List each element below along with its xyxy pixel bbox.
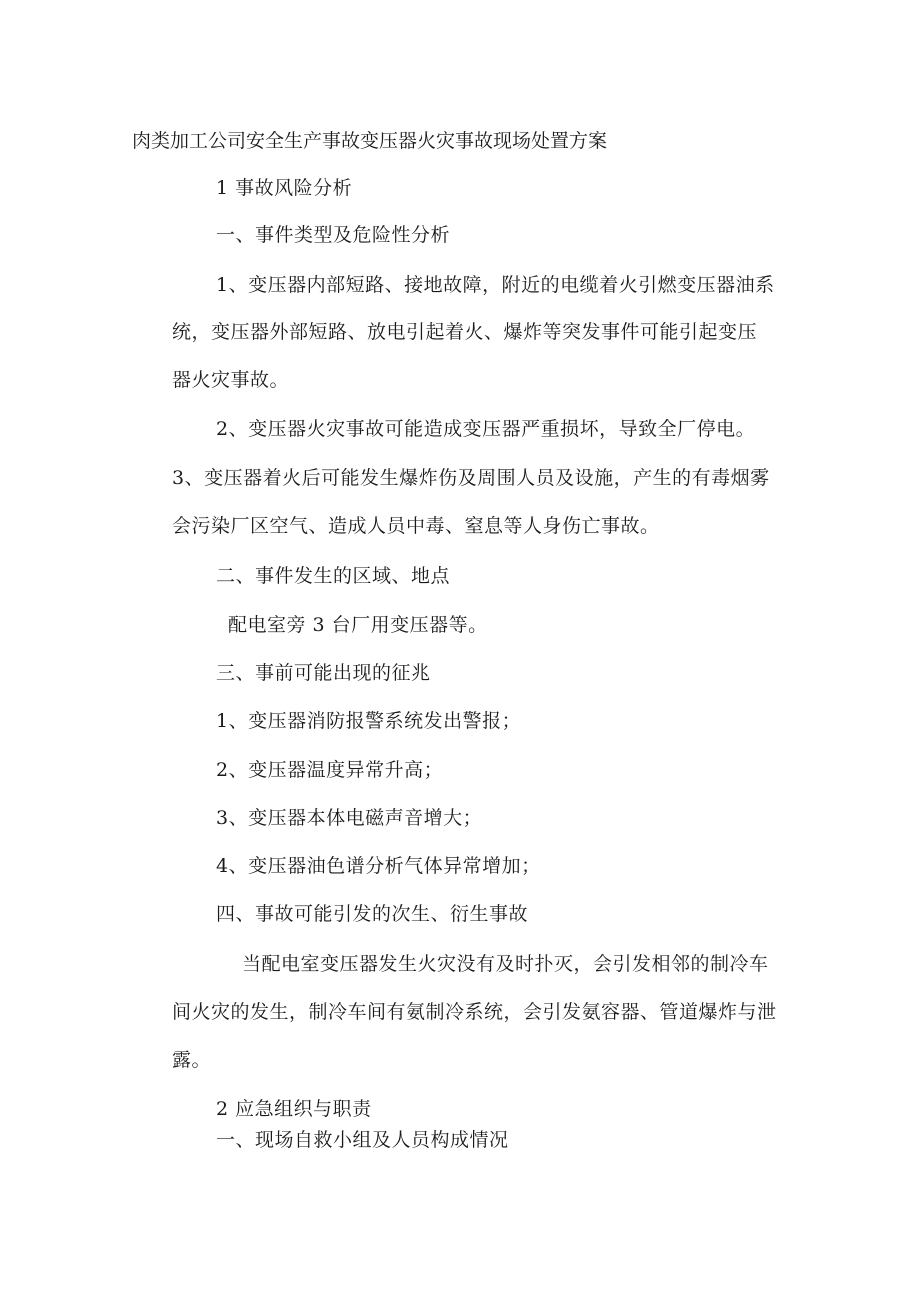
- list-item: 3、变压器本体电磁声音增大；: [216, 807, 483, 829]
- section1-heading: 1 事故风险分析: [216, 177, 353, 199]
- part1-heading: 一、事件类型及危险性分析: [216, 224, 451, 246]
- paragraph-line: 露。: [172, 1049, 212, 1071]
- paragraph-line: 2、变压器火灾事故可能造成变压器严重损坏，导致全厂停电。: [216, 418, 756, 440]
- section2-part1-heading: 一、现场自救小组及人员构成情况: [216, 1129, 509, 1151]
- paragraph-line: 会污染厂区空气、造成人员中毒、窒息等人身伤亡事故。: [172, 515, 660, 537]
- part2-heading: 二、事件发生的区域、地点: [216, 565, 451, 587]
- paragraph-line: 器火灾事故。: [172, 369, 290, 391]
- paragraph-line: 当配电室变压器发生火灾没有及时扑灭，会引发相邻的制冷车: [242, 953, 769, 975]
- part3-heading: 三、事前可能出现的征兆: [216, 662, 431, 684]
- paragraph-line: 间火灾的发生，制冷车间有氨制冷系统，会引发氨容器、管道爆炸与泄: [172, 1001, 777, 1023]
- list-item: 1、变压器消防报警系统发出警报；: [216, 710, 522, 732]
- paragraph-line: 配电室旁 3 台厂用变压器等。: [228, 614, 488, 636]
- list-item: 4、变压器油色谱分析气体异常增加；: [216, 855, 541, 877]
- part4-heading: 四、事故可能引发的次生、衍生事故: [216, 903, 529, 925]
- paragraph-line: 1、变压器内部短路、接地故障，附近的电缆着火引燃变压器油系: [216, 274, 775, 296]
- section2-heading: 2 应急组织与职责: [216, 1098, 372, 1120]
- list-item: 2、变压器温度异常升高；: [216, 759, 444, 781]
- paragraph-line: 统，变压器外部短路、放电引起着火、爆炸等突发事件可能引起变压: [172, 321, 758, 343]
- document-title: 肉类加工公司安全生产事故变压器火灾事故现场处置方案: [132, 130, 608, 152]
- paragraph-line: 3、变压器着火后可能发生爆炸伤及周围人员及设施，产生的有毒烟雾: [172, 467, 770, 489]
